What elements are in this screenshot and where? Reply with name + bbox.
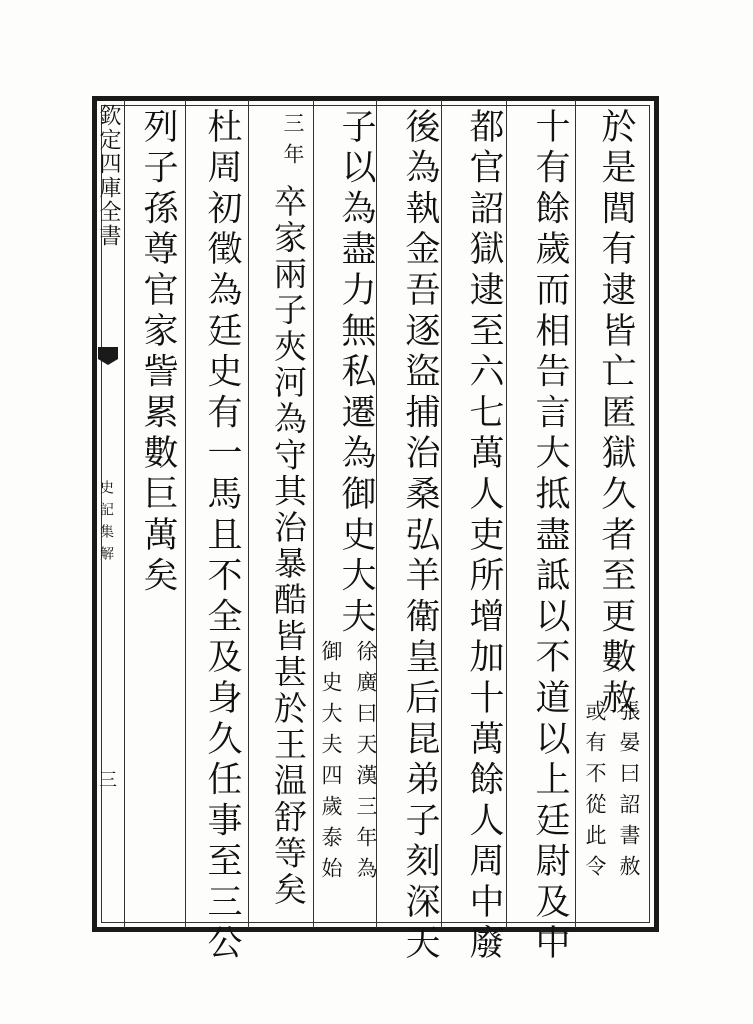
column-rule [248, 100, 249, 928]
text-column-1-note-left: 或有不從此令 [583, 700, 607, 886]
text-column-2: 十有餘歲而相告言大抵盡詆以不道以上廷尉及中 [530, 108, 570, 965]
margin-title: 欽定四庫全書 [96, 104, 121, 248]
text-column-6-note: 三年 [281, 112, 305, 174]
text-column-5-note-right: 徐廣曰天漢三年為 [354, 640, 378, 888]
column-rule [506, 100, 507, 928]
text-column-1-note-right: 張晏曰詔書赦 [617, 700, 641, 886]
column-rule [124, 100, 125, 928]
margin-page-number: 三 [96, 770, 117, 788]
fishtail-mark-icon [96, 345, 120, 369]
column-rule [441, 100, 442, 928]
text-column-8: 列子孫尊官家訾累數巨萬矣 [138, 108, 178, 598]
text-column-6-main: 卒家兩子夾河為守其治暴酷皆甚於王温舒等矣 [269, 184, 308, 908]
text-column-1: 於是閭有逮皆亡匿獄久者至更數赦 [596, 108, 636, 720]
text-column-7: 杜周初徵為廷史有一馬且不全及身久任事至三公 [202, 108, 242, 965]
text-column-3: 都官詔獄逮至六七萬人吏所增加十萬餘人周中廢 [464, 108, 504, 965]
margin-book-title: 史記集解 [98, 480, 114, 568]
text-column-6 [262, 112, 304, 182]
text-column-5: 子以為盡力無私遷為御史大夫 [336, 108, 376, 639]
text-column-4: 後為執金吾逐盜捕治桑弘羊衛皇后昆弟子刻深天 [400, 108, 440, 965]
column-rule [575, 100, 576, 928]
column-rule [185, 100, 186, 928]
text-column-5-note-left: 御史大夫四歲泰始 [319, 640, 343, 888]
column-rule [313, 100, 314, 928]
